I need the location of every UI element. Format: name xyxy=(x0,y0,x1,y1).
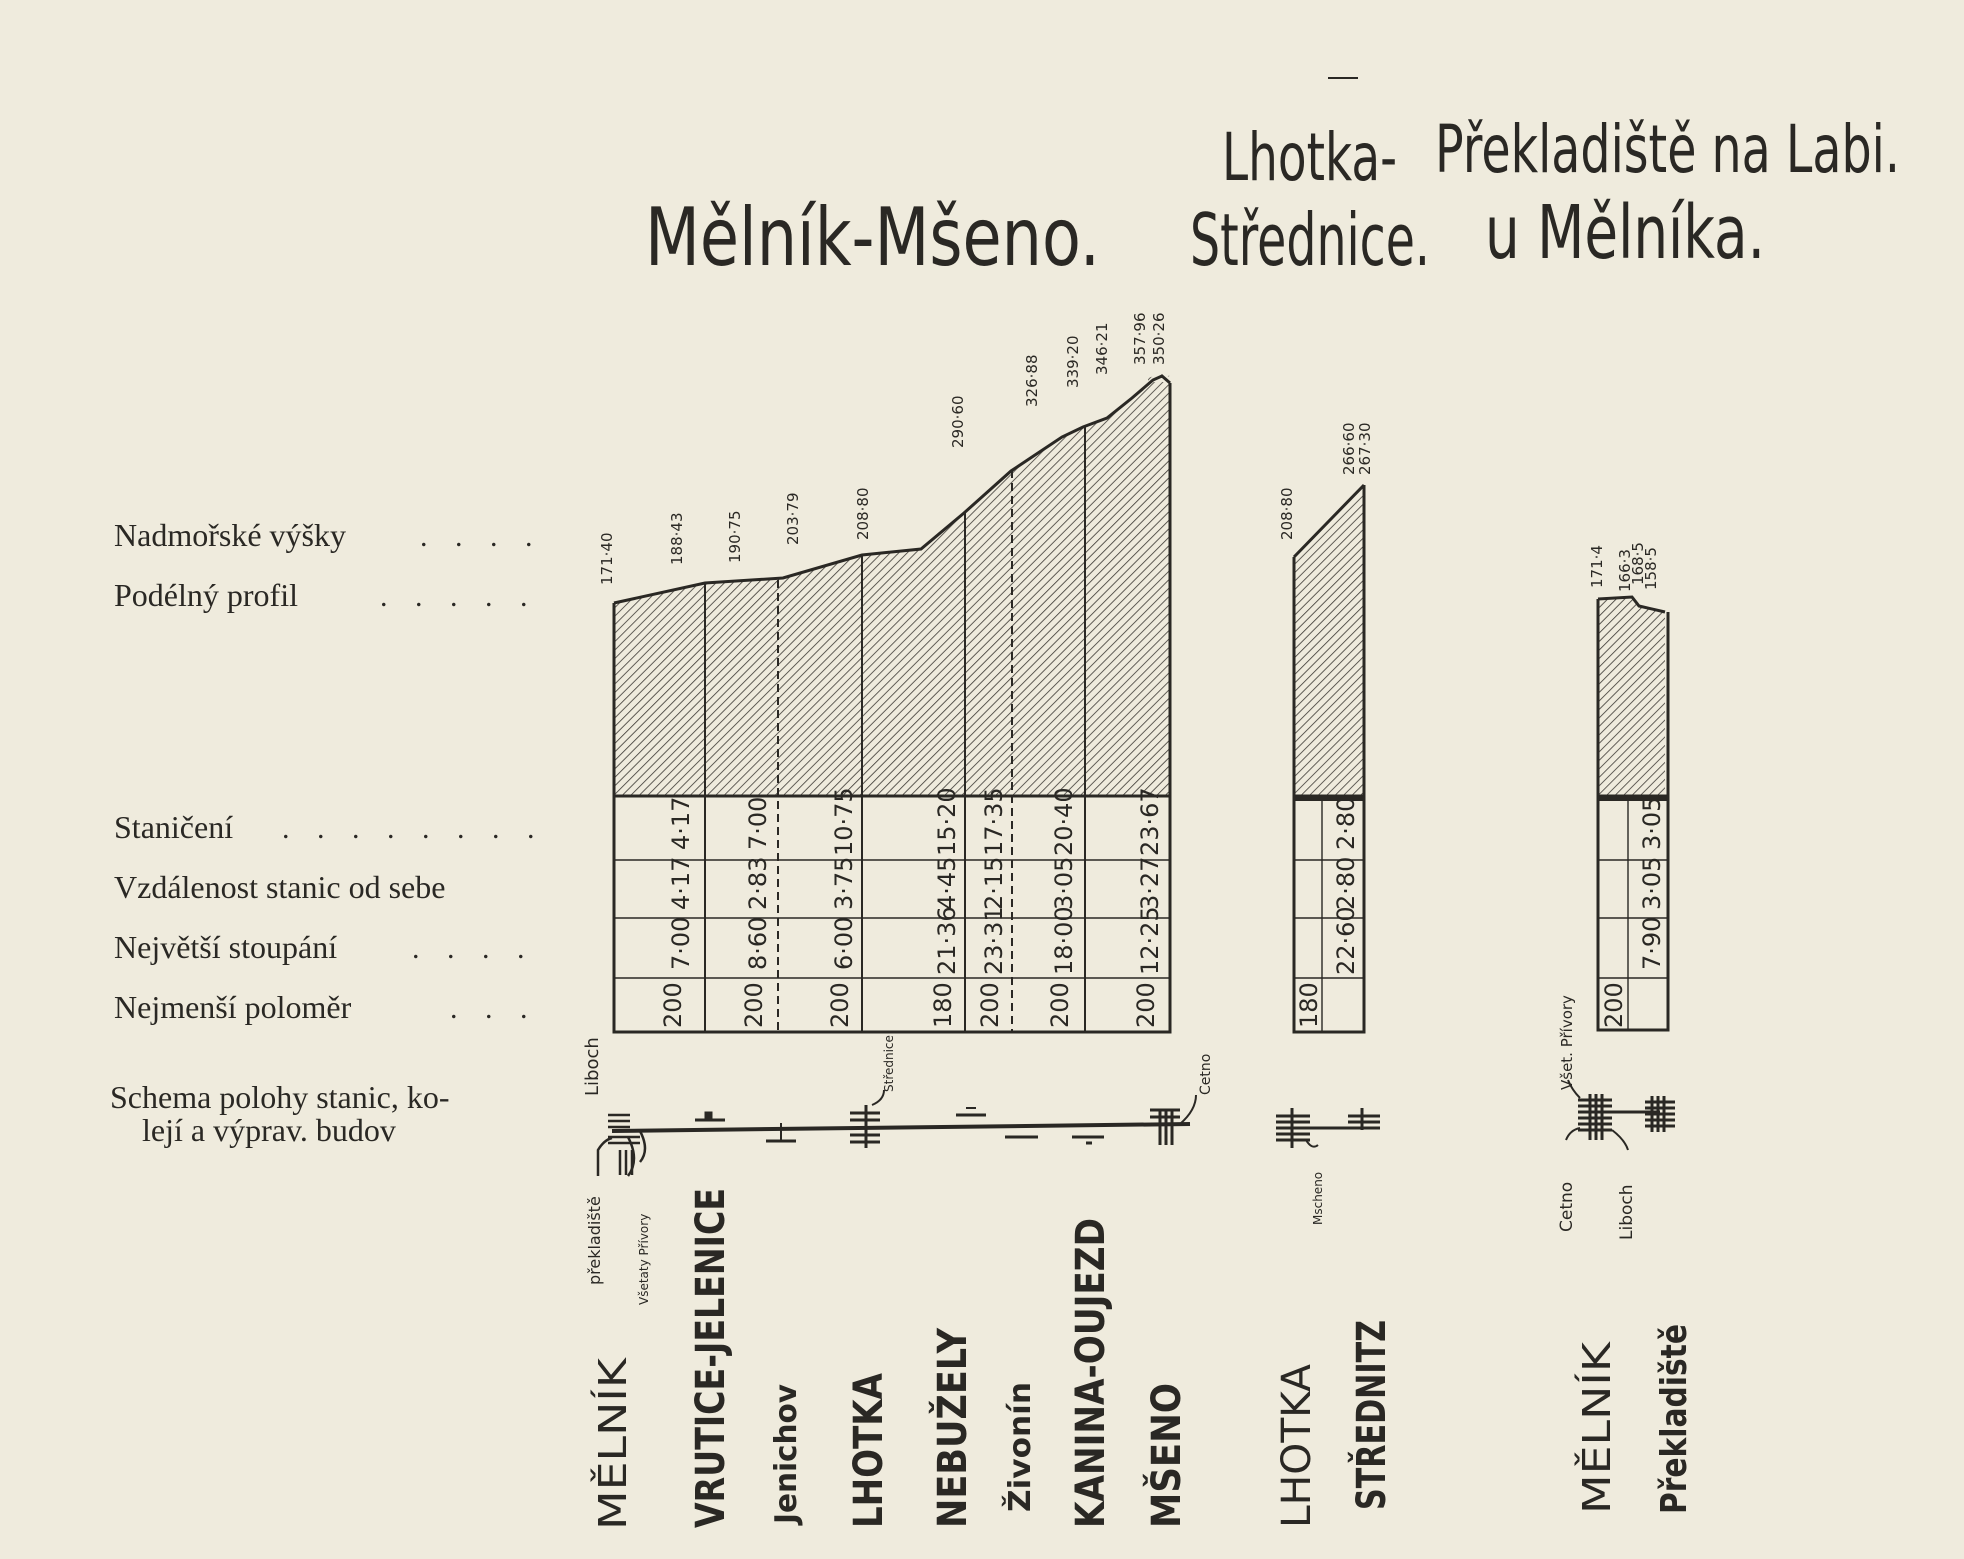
elevation-label: 208·80 xyxy=(1278,487,1296,540)
cell-gradient: 23·31 xyxy=(980,906,1008,975)
cell-gradient: 22·60 xyxy=(1332,906,1360,975)
cell-distance: 4·45 xyxy=(933,856,961,910)
station-prekladiste-icon xyxy=(1645,1096,1675,1132)
elevation-label: 290·60 xyxy=(949,395,967,448)
cell-distance: 4·17 xyxy=(667,856,695,910)
cell-gradient: 21·36 xyxy=(933,906,961,975)
cell-gradient: 12·25 xyxy=(1136,906,1164,975)
elevation-label: 357·96 xyxy=(1131,312,1149,365)
cell-distance: 2·83 xyxy=(744,856,772,910)
table-values xyxy=(659,787,1164,1028)
elevation-label: 188·43 xyxy=(668,512,686,565)
main-track xyxy=(612,1124,1190,1131)
cell-chainage: 15·20 xyxy=(933,787,961,856)
label-distance: Vzdálenost stanic od sebe xyxy=(114,869,446,905)
schema-label-cetno-2: Cetno xyxy=(1557,1181,1577,1232)
profile-melnik-mseno xyxy=(598,313,1170,1033)
label-schema-2: lejí a výprav. budov xyxy=(142,1112,396,1148)
station-kanina-oujezd: KANINA-OUJEZD xyxy=(1068,1165,1114,1528)
station-lhotka-icon xyxy=(850,1090,884,1148)
leader-dots: . . . xyxy=(450,992,538,1025)
cell-radius: 200 xyxy=(826,982,854,1028)
station-nebuzely: NEBUŽELY xyxy=(930,1299,976,1528)
cell-chainage: 17·35 xyxy=(980,787,1008,856)
melnik-junction-icon xyxy=(598,1115,645,1176)
cell-gradient: 18·00 xyxy=(1050,906,1078,975)
elevation-label: 267·30 xyxy=(1356,422,1374,475)
elevation-label: 158·5 xyxy=(1642,547,1660,590)
station-melnik-2: MĚLNÍK xyxy=(1575,1371,1619,1514)
leader-dots: . . . . . xyxy=(380,580,538,613)
title-port-top: Překladiště na Labi. xyxy=(1435,111,1900,188)
station-jenichov-icon xyxy=(766,1123,796,1141)
elevation-label: 168·5 xyxy=(1629,542,1647,585)
station-jenichov: Jenichov xyxy=(769,1381,804,1524)
elevation-label: 190·75 xyxy=(726,510,744,563)
cell-chainage: 10·75 xyxy=(830,787,858,856)
station-kanina-icon xyxy=(1072,1137,1104,1143)
profile-area xyxy=(1598,597,1665,796)
elevation-label: 171·4 xyxy=(1588,545,1606,588)
cell-distance: 3·75 xyxy=(830,856,858,910)
leader-dots: . . . . . . . . xyxy=(282,812,545,845)
title-branch-top: Lhotka- xyxy=(1222,119,1397,196)
cell-radius: 180 xyxy=(1295,982,1323,1028)
label-chainage: Staničení xyxy=(114,809,234,845)
schema-label-vset-privory: Všet. Přívory xyxy=(1558,995,1576,1090)
label-gradient: Největší stoupání xyxy=(114,929,338,965)
station-prekladiste: Překladiště xyxy=(1654,1283,1695,1514)
schema-label-prekladiste: překladiště xyxy=(585,1196,604,1285)
station-lhotka-branch-icon xyxy=(1276,1108,1380,1148)
cell-chainage: 23·67 xyxy=(1136,787,1164,856)
cell-chainage: 2·80 xyxy=(1332,796,1360,850)
station-vrutice-icon xyxy=(695,1113,725,1120)
cell-radius: 200 xyxy=(976,982,1004,1028)
cell-chainage: 4·17 xyxy=(667,796,695,850)
elevation-label: 266·60 xyxy=(1340,422,1358,475)
title-branch-bottom: Střednice. xyxy=(1190,198,1430,282)
data-table xyxy=(614,796,1170,1032)
cell-radius: 200 xyxy=(1600,982,1628,1028)
cell-gradient: 6·00 xyxy=(830,916,858,970)
profile-area xyxy=(1294,485,1364,796)
elevation-label: 346·21 xyxy=(1093,322,1111,375)
row-labels xyxy=(110,517,545,1148)
cell-chainage: 20·40 xyxy=(1050,787,1078,856)
cell-distance: 3·05 xyxy=(1050,856,1078,910)
leader-dots: . . . . xyxy=(412,932,535,965)
cell-radius: 200 xyxy=(1046,982,1074,1028)
station-mseno-icon xyxy=(1150,1095,1196,1145)
station-vrutice-jelenice: VRUTICE-JELENICE xyxy=(688,1118,734,1528)
station-schema xyxy=(598,1080,1675,1176)
cell-distance: 2·15 xyxy=(980,856,1008,910)
elevation-label: 171·40 xyxy=(598,532,616,585)
cell-distance: 2·80 xyxy=(1332,856,1360,910)
profile-lhotka-strednice xyxy=(1278,423,1374,1033)
schema-label-liboch-2: Liboch xyxy=(1617,1184,1637,1240)
titles xyxy=(645,78,1900,284)
elevation-label: 326·88 xyxy=(1023,354,1041,407)
station-zivonin: Živonín xyxy=(1003,1386,1038,1512)
station-strednitz: STŘEDNITZ xyxy=(1349,1257,1395,1510)
label-elevation: Nadmořské výšky xyxy=(114,517,346,553)
label-radius: Nejmenší poloměr xyxy=(114,989,352,1025)
title-port-bottom: u Mělníka. xyxy=(1485,190,1765,276)
profile-melnik-prekladiste xyxy=(1588,542,1668,1030)
elevation-label: 350·26 xyxy=(1150,312,1168,365)
cell-radius: 200 xyxy=(659,982,687,1028)
elevation-label: 208·80 xyxy=(854,487,872,540)
station-nebuzely-icon xyxy=(956,1108,986,1115)
cell-gradient: 7·00 xyxy=(667,916,695,970)
leader-dots: . . . . xyxy=(420,520,543,553)
elevation-label: 203·79 xyxy=(784,492,802,545)
cell-radius: 200 xyxy=(1132,982,1160,1028)
cell-chainage: 3·05 xyxy=(1638,796,1666,850)
station-names xyxy=(591,1118,1695,1530)
label-profile: Podélný profil xyxy=(114,577,298,613)
station-mseno: MŠENO xyxy=(1144,1364,1190,1528)
schema-label-cetno: Cetno xyxy=(1198,1053,1214,1095)
schema-label-liboch: Liboch xyxy=(582,1037,603,1096)
station-lhotka-a: LHOTKA xyxy=(1274,1366,1320,1528)
cell-distance: 3·05 xyxy=(1638,856,1666,910)
cell-radius: 180 xyxy=(929,982,957,1028)
elevation-label: 339·20 xyxy=(1064,335,1082,388)
cell-gradient: 7·90 xyxy=(1638,916,1666,970)
cell-distance: 3·27 xyxy=(1136,856,1164,910)
station-melnik: MĚLNÍK xyxy=(591,1387,635,1530)
schema-label-strednice: Střednice xyxy=(882,1035,896,1092)
label-schema-1: Schema polohy stanic, ko- xyxy=(110,1079,450,1115)
station-lhotka: LHOTKA xyxy=(846,1345,892,1528)
schema-label-mscheno: Mscheno xyxy=(1311,1171,1325,1225)
cell-radius: 200 xyxy=(740,982,768,1028)
cell-gradient: 8·60 xyxy=(744,916,772,970)
title-main: Mělník-Mšeno. xyxy=(645,191,1100,284)
cell-chainage: 7·00 xyxy=(744,796,772,850)
schema-label-vsetaty-privory: Všetaty Přívory xyxy=(637,1213,651,1305)
elevation-label: 166·3 xyxy=(1616,549,1634,592)
